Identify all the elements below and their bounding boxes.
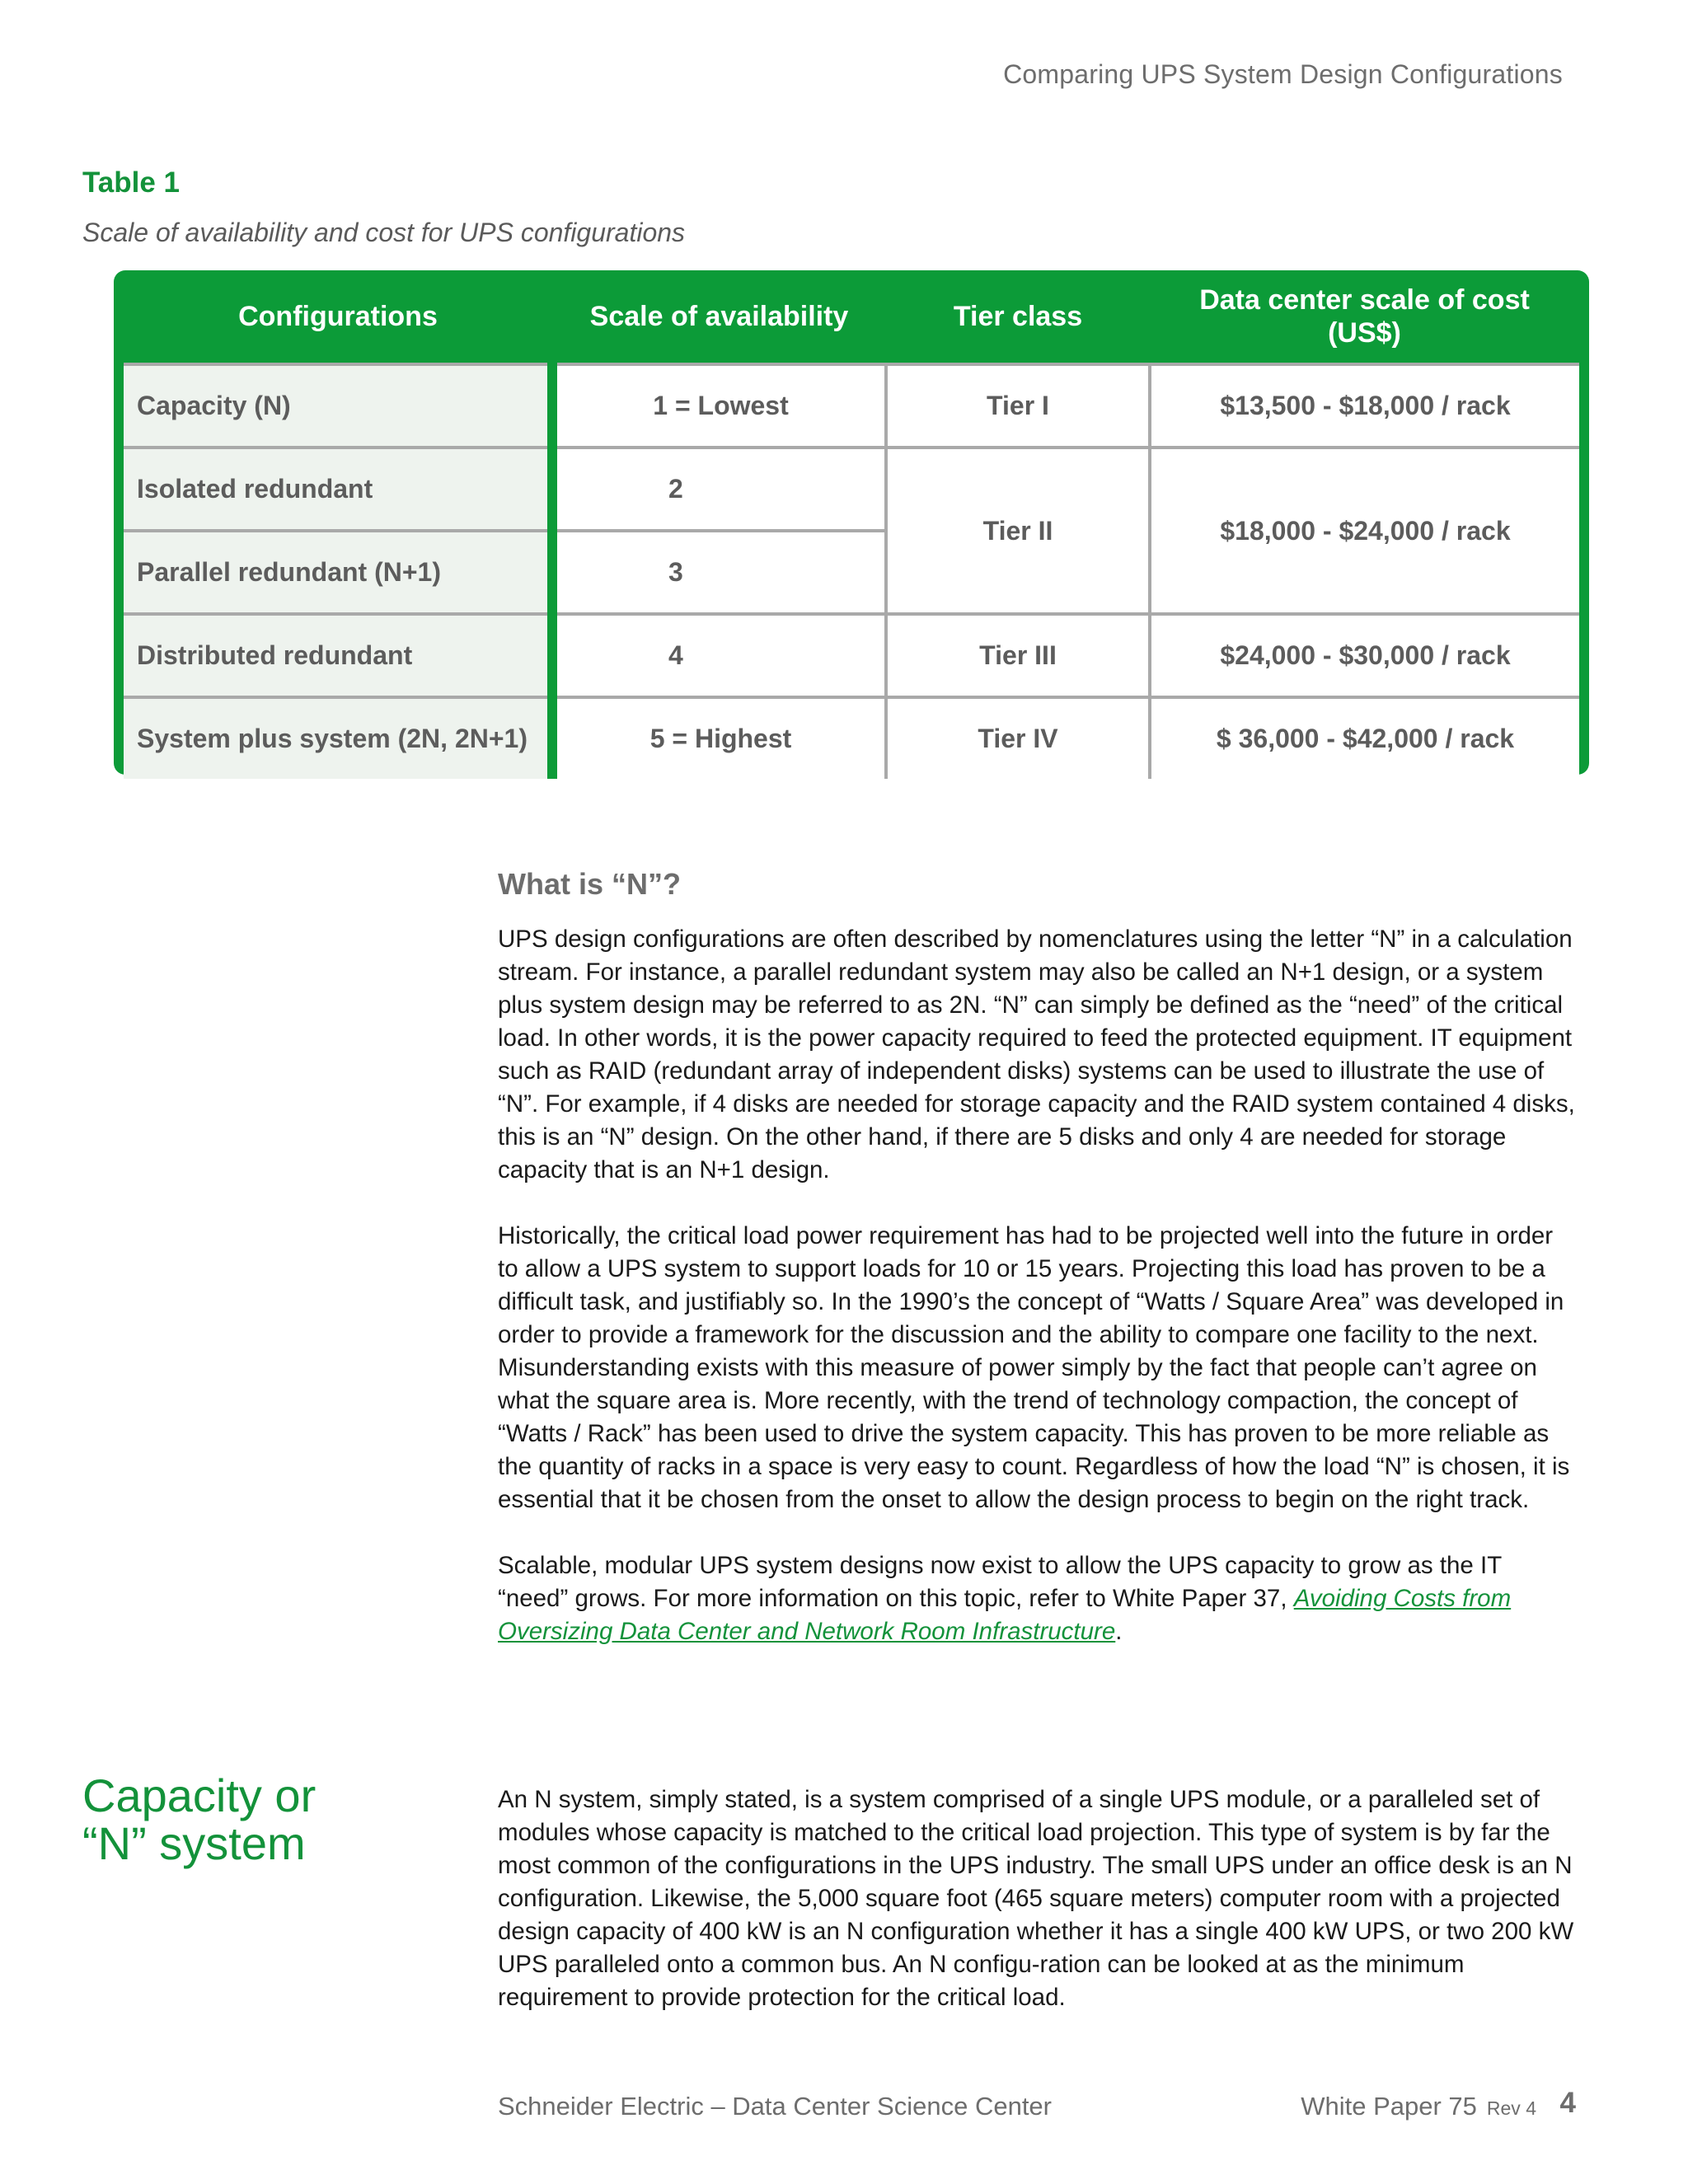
availability-cell: 5 = Highest [552,697,886,779]
configuration-cell: Parallel redundant (N+1) [124,531,552,614]
column-header: Tier class [953,301,1083,332]
availability-cell: 2 [552,448,886,531]
footer-paper-info [1301,2092,1536,2121]
running-header: Comparing UPS System Design Configurations [1003,59,1563,89]
footer-organization: Schneider Electric – Data Center Science Center [498,2092,1052,2121]
column-header: Configurations [238,301,438,332]
table-label: Table 1 [82,166,181,199]
availability-cell: 4 [552,614,886,697]
cost-cell: $ 36,000 - $42,000 / rack [1150,697,1579,779]
configuration-cell: System plus system (2N, 2N+1) [124,697,552,779]
table-header-row [124,270,1579,364]
tier-cell: Tier I [886,364,1150,448]
tier-cell: Tier II [886,448,1150,614]
white-paper-37-link[interactable]: Avoiding Costs from Oversizing Data Center and Network Room Infrastructure [498,1585,1512,1645]
capacity-section-heading [82,1769,445,1869]
paragraph: An N system, simply stated, is a system comprised of a single UPS module, or a paralleled set of modules whose capacity is matched to the critical load projection. This type of system is by far the most common of the configurations in the UPS industry. The small UPS under an office desk is an N configuration. Likewise, the 5,000 square foot (465 square meters) computer room with a projected design capacity of 400 kW is an N configuration whether it has a single 400 kW UPS, or two 200 kW UPS paralleled onto a common bus. An N configu-ration can be looked at as the minimum requirement to provide protection for the critical load. [498,1786,1574,2011]
column-header: Scale of availability [589,301,849,332]
paragraph-text: . [1115,1618,1123,1645]
availability-cell: 1 = Lowest [552,364,886,448]
availability-cell: 3 [552,531,886,614]
tier-cell: Tier III [886,614,1150,697]
configuration-cell: Distributed redundant [124,614,552,697]
paragraph: UPS design configurations are often described by nomenclatures using the letter “N” in a calculation stream. For instance, a parallel redundant system may also be called an N+1 design, or a system plus system design may be referred to as 2N. “N” can simply be defined as the “need” of the critical load. In other words, it is the power capacity required to feed the protected equipment. IT equipment such as RAID (redundant array of independent disks) systems can be used to illustrate the use of “N”. For example, if 4 disks are needed for storage capacity and the RAID system contained 4 disks, this is an “N” design. On the other hand, if there are 5 disks and only 4 are needed for storage capacity that is an N+1 design. [498,926,1575,1183]
cost-cell: $18,000 - $24,000 / rack [1150,448,1579,614]
table-caption: Scale of availability and cost for UPS configurations [82,218,686,247]
cost-cell: $13,500 - $18,000 / rack [1150,364,1579,448]
configuration-cell: Capacity (N) [124,364,552,448]
capacity-section-body [498,1783,1578,2047]
cost-cell: $24,000 - $30,000 / rack [1150,614,1579,697]
page-number: 4 [1559,2087,1576,2119]
tier-cell: Tier IV [886,697,1150,779]
table-row [124,614,1579,697]
column-header: Data center scale of cost (US$) [1199,284,1530,349]
table-row [124,697,1579,779]
footer-paper: White Paper 75 [1301,2092,1477,2121]
paragraph [498,1549,1578,1648]
what-is-n-body [498,923,1578,1681]
availability-cost-table [114,270,1589,775]
paragraph: Historically, the critical load power requirement has had to be projected well into the future in order to allow a UPS system to support loads for 10 or 15 years. Projecting this load has proven to be a difficult task, and justifiably so. In the 1990’s the concept of “Watts / Square Area” was developed in order to provide a framework for the discussion and the ability to compare one facility to the next. Misunderstanding exists with this measure of power simply by the fact that people can’t agree on what the square area is. More recently, with the trend of technology compaction, the concept of “Watts / Rack” has been used to drive the system capacity. This has proven to be more reliable as the quantity of racks in a space is very easy to count. Regardless of how the load “N” is chosen, it is essential that it be chosen from the onset to allow the design process to begin on the right track. [498,1222,1570,1513]
footer-revision: Rev 4 [1486,2097,1536,2119]
heading-line: Capacity or [82,1769,316,1821]
what-is-n-heading: What is “N”? [498,867,681,901]
table-row [124,364,1579,448]
configuration-cell: Isolated redundant [124,448,552,531]
table-row [124,448,1579,531]
paragraph-text: Scalable, modular UPS system designs now exist to allow the UPS capacity to grow as the IT “need” grows. For more information on this topic, refer to White Paper 37, [498,1552,1502,1612]
heading-line: “N” system [82,1817,306,1869]
